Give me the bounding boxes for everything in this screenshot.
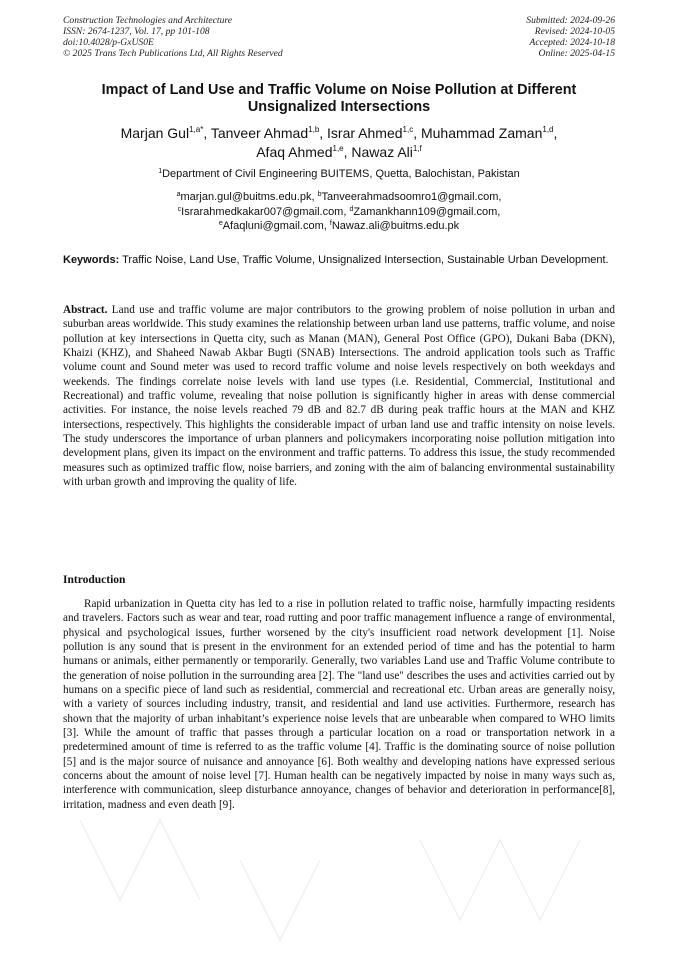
email-link[interactable]: $^c$Israrahmedkakar007@gmail.com [177,205,344,218]
paper-title: Impact of Land Use and Traffic Volume on Noise Pollution at Different Unsignalized Intersections [101,82,577,115]
affiliation: $^1$Department of Civil Engineering BUITEMS, Quetta, Balochistan, Pakistan [158,168,520,180]
submitted-date: Submitted: 2024-09-26 [526,15,615,26]
keywords-label: Keywords: [63,254,120,266]
accepted-date: Accepted: 2024-10-18 [529,37,615,48]
email-list: $^a$marjan.gul@buitms.edu.pk, $^b$Tanveerahmadsoomro1@gmail.com, $^c$Israrahmedkakar007@gmail.com, $^d$Zamankhann109@gmail.com, $^e$Afaqluni@gmail.com, $^f$Nawaz.ali@buitms.edu.pk [176,191,502,232]
journal-info [63,15,283,59]
email-link[interactable]: $^e$Afaqluni@gmail.com [218,220,324,232]
email-link[interactable]: $^d$Zamankhann109@gmail.com [349,205,498,218]
abstract-text: Land use and traffic volume are major contributors to the growing problem of noise pollution in urban and suburban areas worldwide. This study examines the relationship between urban land use patterns, traffic volume, and noise pollution at key intersections in Quetta city, such as Manan (MAN), General Post Office (GPO), Dukani Baba (DKN), Khaizi (KHZ), and Shaheed Nawab Akbar Bugti (SNAB) Intersections. The android application tools such as Traffic volume count and Sound meter was used to record traffic volume and noise levels respectively on both weekdays and weekends. The findings correlate noise levels with land use types (i.e. Residential, Commercial, Institutional and Recreational) and traffic volume, revealing that noise pollution is significantly higher in areas with dense commercial activities. For instance, the noise levels reached 79 dB and 82.7 dB during peak traffic hours at the MAN and KHZ intersections, respectively. This highlights the considerable impact of urban land use and traffic intensity on noise levels. The study underscores the importance of urban planners and policymakers incorporating noise pollution mitigation into development plans, given its impact on the environment and traffic patterns. To address this issue, the study recommended measures such as optimized traffic flow, noise barriers, and zoning with the aim of balancing environmental sustainability with urban growth and improving the quality of life. [63,304,615,489]
author: Marjan Gul$^{1,a*}$ [120,125,204,141]
email-link[interactable]: $^f$Nawaz.ali@buitms.edu.pk [329,220,460,232]
author: Muhammad Zaman$^{1,d}$ [420,125,554,141]
section-heading-introduction: Introduction [63,574,126,586]
copyright-line: © 2025 Trans Tech Publications Ltd, All Rights Reserved [63,48,283,59]
email-link[interactable]: $^b$Tanveerahmadsoomro1@gmail.com [317,191,499,203]
email-link[interactable]: $^a$marjan.gul@buitms.edu.pk [176,191,312,203]
issn-line: ISSN: 2674-1237, Vol. 17, pp 101-108 [63,26,210,37]
author: Nawaz Ali$^{1,f}$ [351,144,422,160]
online-date: Online: 2025-04-15 [538,48,615,59]
doi-line: doi:10.4028/p-GxUS0E [63,37,154,48]
revised-date: Revised: 2024-10-05 [534,26,615,37]
journal-name: Construction Technologies and Architecture [63,15,233,26]
author: Israr Ahmed$^{1,c}$ [327,125,414,141]
author: Afaq Ahmed$^{1,e}$ [256,144,344,160]
introduction-paragraph: Rapid urbanization in Quetta city has led to a rise in pollution related to traffic noise, harmfully impacting residents and travelers. Factors such as wear and tear, road rutting and poor traffic management influence a range of environmental, physical and psychological issues, further worsened by the city's insufficient road network development [1]. Noise pollution is any sound that is present in the environment for an extended period of time and has the potential to harm humans or animals, either permanently or temporarily. Generally, two variables Land use and Traffic Volume contribute to the generation of noise pollution in the surrounding area [2]. The "land use" describes the uses and activities carried out by humans on a specific piece of land such as residential, commercial and recreational etc. Urban areas are generally noisy, with a variety of sources including industry, transit, and residential and land use activities. Furthermore, research has shown that the majority of urban inhabitant’s experience noise levels that are unbearable when compared to WHO limits [3]. While the amount of traffic that passes through a particular location on a road or transportation network in a predetermined amount of time is referred to as the traffic volume [4]. Traffic is the dominating source of noise pollution [5] and is the major source of nuisance and annoyance [6]. Both wealthy and developing nations have expressed serious concerns about the amount of noise level [7]. Human health can be negatively impacted by noise in many ways such as, interference with communication, sleep disturbance annoyance, changes of behavior and deterioration in performance[8], irritation, madness and even death [9]. [63,598,615,811]
author: Tanveer Ahmad$^{1,b}$ [210,125,320,141]
author-list: Marjan Gul$^{1,a*}$, Tanveer Ahmad$^{1,b}$, Israr Ahmed$^{1,c}$, Muhammad Zaman$^{1,d}$, Afaq Ahmed$^{1,e}$, Nawaz Ali$^{1,f}$ [120,125,558,160]
keywords [63,254,615,268]
publication-dates [526,15,615,59]
abstract [63,303,615,489]
abstract-label: Abstract. [63,304,108,316]
keywords-text: Traffic Noise, Land Use, Traffic Volume, Unsignalized Intersection, Sustainable Urban Development. [122,254,609,266]
